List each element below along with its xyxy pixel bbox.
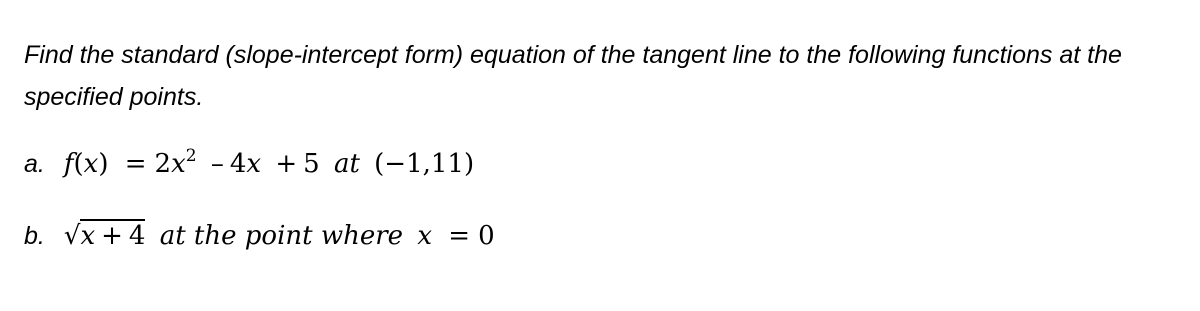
- problem-b: [24, 218, 495, 254]
- instruction-text: Find the standard (slope-intercept form) equation of the tangent line to the following functions at the specified points.: [24, 41, 1122, 111]
- linear-variable: x: [246, 149, 262, 179]
- radicand-variable: x: [80, 221, 96, 251]
- square-root: [64, 218, 146, 254]
- exponent: 2: [185, 146, 197, 166]
- condition-phrase: at the point where: [159, 221, 404, 251]
- at-word: at: [333, 149, 360, 179]
- coefficient-two: 4: [229, 149, 247, 179]
- plus-sign: +: [275, 149, 298, 179]
- function-name: f: [63, 149, 74, 179]
- close-paren: ): [98, 149, 109, 179]
- minus-sign: –: [210, 149, 224, 179]
- problem-b-label: b.: [24, 222, 45, 250]
- problem-a-label: a.: [24, 150, 45, 178]
- condition-variable: x: [417, 221, 432, 251]
- radicand-plus-sign: +: [101, 221, 123, 251]
- coefficient-one: 2: [154, 149, 172, 179]
- squared-variable: x: [171, 149, 186, 179]
- problem-a: [24, 146, 474, 182]
- tangent-point: (−1,11): [374, 149, 475, 179]
- constant-term: 5: [303, 149, 320, 179]
- radicand-constant: 4: [128, 221, 146, 251]
- radical-sign: √: [63, 221, 81, 251]
- function-variable: x: [83, 149, 99, 179]
- condition-value: 0: [478, 221, 495, 251]
- open-paren: (: [73, 149, 84, 179]
- condition-equals-sign: =: [448, 221, 471, 251]
- problem-b-expression: [64, 221, 495, 251]
- equals-sign: =: [124, 149, 147, 179]
- radicand: [80, 219, 145, 250]
- problem-a-equation: [63, 146, 475, 179]
